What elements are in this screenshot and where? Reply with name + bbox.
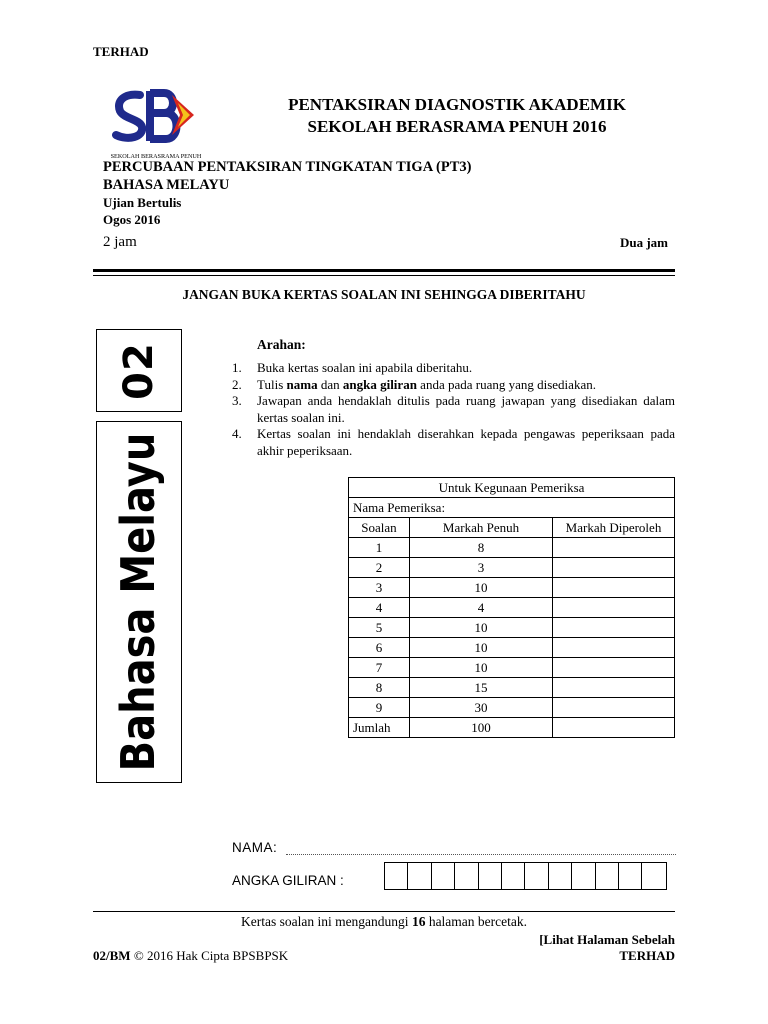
index-number-label: ANGKA GILIRAN :	[232, 873, 344, 888]
marks-obtained-cell[interactable]	[553, 638, 675, 658]
instruction-number: 3.	[232, 393, 242, 408]
table-cell: 10	[410, 638, 553, 658]
exam-duration-words: Dua jam	[619, 235, 668, 250]
table-cell: 100	[410, 718, 553, 738]
marks-obtained-cell[interactable]	[553, 658, 675, 678]
index-number-box[interactable]	[479, 863, 502, 889]
table-cell: Jumlah	[349, 718, 410, 738]
table-cell: 10	[410, 618, 553, 638]
index-number-box[interactable]	[525, 863, 548, 889]
paper-code: 02	[116, 341, 162, 400]
instruction-item	[232, 360, 675, 377]
table-cell: 3	[349, 578, 410, 598]
table-cell: 5	[349, 618, 410, 638]
subject-box	[96, 421, 182, 783]
table-row	[349, 558, 675, 578]
table-row	[349, 598, 675, 618]
exam-date: Ogos 2016	[103, 212, 161, 227]
table-cell: 1	[349, 538, 410, 558]
paper-code-box	[96, 329, 182, 412]
marks-obtained-cell[interactable]	[553, 678, 675, 698]
column-header: Markah Penuh	[410, 518, 553, 538]
instructions-title: Arahan:	[257, 337, 306, 352]
table-cell: 9	[349, 698, 410, 718]
sbp-logo	[110, 85, 202, 165]
index-number-box[interactable]	[619, 863, 642, 889]
column-header: Markah Diperoleh	[553, 518, 675, 538]
instruction-item	[232, 426, 675, 459]
table-cell: 8	[410, 538, 553, 558]
footer-copyright: 02/BM © 2016 Hak Cipta BPSBPSK	[93, 948, 289, 963]
table-header-row	[349, 518, 675, 538]
classification-top: TERHAD	[93, 44, 149, 59]
marks-obtained-cell[interactable]	[553, 558, 675, 578]
marks-obtained-cell[interactable]	[553, 538, 675, 558]
table-cell: 3	[410, 558, 553, 578]
marks-obtained-cell[interactable]	[553, 698, 675, 718]
header-rule-thick	[93, 269, 675, 272]
column-header: Soalan	[349, 518, 410, 538]
org-title-line1: PENTAKSIRAN DIAGNOSTIK AKADEMIK	[288, 95, 626, 114]
table-cell: 10	[410, 658, 553, 678]
next-page-note: [Lihat Halaman Sebelah	[539, 932, 675, 947]
index-number-box[interactable]	[408, 863, 431, 889]
examiner-marks-table	[348, 477, 675, 738]
table-cell: 10	[410, 578, 553, 598]
logo-caption: SEKOLAH BERASRAMA PENUH	[110, 153, 202, 160]
table-row	[349, 638, 675, 658]
exam-title: PERCUBAAN PENTAKSIRAN TINGKATAN TIGA (PT3)	[103, 159, 472, 175]
marks-obtained-cell[interactable]	[553, 618, 675, 638]
table-cell: 4	[410, 598, 553, 618]
org-title-line2: SEKOLAH BERASRAMA PENUH 2016	[307, 117, 607, 136]
examiner-name-cell: Nama Pemeriksa:	[349, 498, 675, 518]
subject-vertical-label: Bahasa Melayu	[112, 432, 166, 772]
index-number-box[interactable]	[642, 863, 665, 889]
table-cell: 15	[410, 678, 553, 698]
instructions-list	[232, 360, 675, 459]
index-number-box[interactable]	[502, 863, 525, 889]
table-cell: 4	[349, 598, 410, 618]
warning-text: JANGAN BUKA KERTAS SOALAN INI SEHINGGA DIBERITAHU	[182, 287, 586, 302]
name-field[interactable]	[286, 840, 676, 855]
marks-obtained-cell[interactable]	[553, 718, 675, 738]
table-row	[349, 618, 675, 638]
index-number-box[interactable]	[596, 863, 619, 889]
table-cell: 30	[410, 698, 553, 718]
instruction-number: 4.	[232, 426, 242, 441]
table-cell: 2	[349, 558, 410, 578]
page-count-note: Kertas soalan ini mengandungi 16 halaman bercetak.	[240, 914, 528, 929]
instruction-text: Kertas soalan ini hendaklah diserahkan kepada pengawas peperiksaan pada akhir peperiksaan.	[257, 426, 675, 458]
marks-obtained-cell[interactable]	[553, 578, 675, 598]
table-row	[349, 578, 675, 598]
instruction-item	[232, 377, 675, 394]
table-title: Untuk Kegunaan Pemeriksa	[349, 478, 675, 498]
table-row	[349, 718, 675, 738]
exam-subject: BAHASA MELAYU	[103, 177, 230, 193]
marks-obtained-cell[interactable]	[553, 598, 675, 618]
table-row	[349, 698, 675, 718]
index-number-box[interactable]	[385, 863, 408, 889]
instruction-text: Buka kertas soalan ini apabila diberitahu.	[257, 360, 473, 375]
org-title	[222, 94, 692, 138]
instruction-number: 1.	[232, 360, 242, 375]
name-label: NAMA:	[232, 840, 278, 855]
instruction-text: Tulis nama dan angka giliran anda pada ruang yang disediakan.	[257, 376, 596, 392]
index-number-box[interactable]	[549, 863, 572, 889]
index-number-box[interactable]	[455, 863, 478, 889]
index-number-box[interactable]	[432, 863, 455, 889]
table-cell: 6	[349, 638, 410, 658]
header-rule-thin	[93, 275, 675, 276]
table-row	[349, 678, 675, 698]
instruction-number: 2.	[232, 376, 242, 392]
instruction-item	[232, 393, 675, 426]
table-cell: 8	[349, 678, 410, 698]
classification-bottom: TERHAD	[619, 948, 675, 963]
table-cell: 7	[349, 658, 410, 678]
instruction-text: Jawapan anda hendaklah ditulis pada ruang jawapan yang disediakan dalam kertas soalan ini.	[257, 393, 675, 425]
table-row	[349, 658, 675, 678]
index-number-box[interactable]	[572, 863, 595, 889]
exam-duration: 2 jam	[103, 234, 137, 250]
footer-rule	[93, 911, 675, 912]
exam-paper: Ujian Bertulis	[103, 195, 182, 210]
table-row	[349, 538, 675, 558]
index-number-boxes[interactable]	[384, 862, 667, 890]
